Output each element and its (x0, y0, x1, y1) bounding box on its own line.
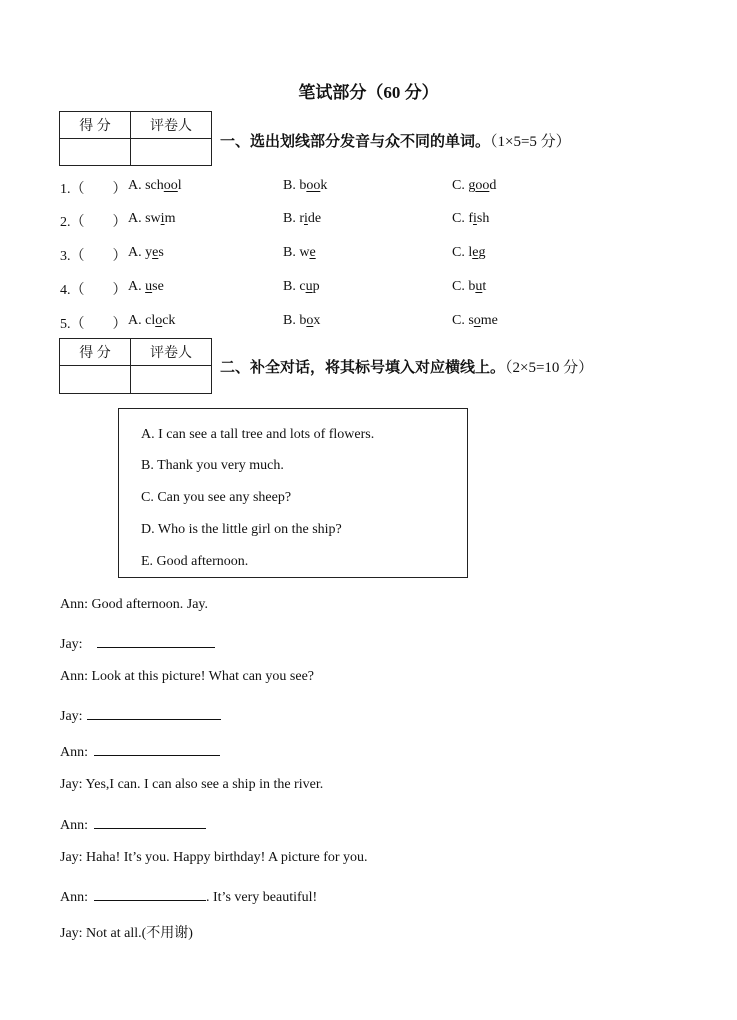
choice-b: B. ride (283, 211, 322, 226)
option-c: C. Can you see any sheep? (141, 490, 292, 505)
choice-b: B. box (283, 313, 321, 328)
dialogue-line-7: Ann: (60, 814, 206, 834)
answer-blank-4[interactable] (94, 814, 206, 829)
question-number: 5. (60, 317, 71, 332)
choice-a: A. school (128, 178, 182, 193)
underlined-letters: i (304, 211, 308, 226)
choice-c: C. but (452, 279, 487, 294)
dialogue-line-5: Ann: (60, 741, 220, 761)
underlined-letters: oo (306, 178, 321, 193)
option-e: E. Good afternoon. (141, 554, 249, 569)
dialogue-line-1: Ann: Good afternoon. Jay. (60, 597, 209, 612)
score-label: 得 分 (60, 339, 131, 366)
question-number: 2. (60, 215, 71, 230)
grader-label: 评卷人 (131, 112, 212, 139)
answer-blank-5[interactable] (94, 886, 206, 901)
underlined-letters: u (305, 279, 313, 294)
choice-b: B. cup (283, 279, 320, 294)
answer-blank-2[interactable] (87, 705, 221, 720)
underlined-letters: e (152, 245, 159, 260)
options-box (118, 408, 468, 578)
answer-paren-open: （ (70, 283, 85, 298)
choice-a: A. use (128, 279, 164, 294)
answer-paren-close: ） (112, 215, 127, 230)
question-number: 1. (60, 182, 71, 197)
question-number: 4. (60, 283, 71, 298)
score-label: 得 分 (60, 112, 131, 139)
section1-title: 一、选出划线部分发音与众不同的单词。 (220, 134, 491, 150)
grader-label: 评卷人 (131, 339, 212, 366)
score-table-1 (59, 111, 212, 166)
option-a: A. I can see a tall tree and lots of flowers. (141, 427, 375, 442)
grader-cell[interactable] (131, 366, 212, 394)
score-table-2 (59, 338, 212, 394)
underlined-letters: i (473, 211, 477, 226)
underlined-letters: i (160, 211, 165, 226)
answer-blank-1[interactable] (97, 633, 215, 648)
underlined-letters: u (145, 279, 153, 294)
grader-cell[interactable] (131, 139, 212, 166)
choice-a: A. yes (128, 245, 164, 260)
section1-points: （1×5=5 分） (490, 134, 571, 150)
dialogue-line-3: Ann: Look at this picture! What can you see? (60, 669, 314, 684)
dialogue-line-6: Jay: Yes,I can. I can also see a ship in the river. (60, 777, 324, 792)
option-d: D. Who is the little girl on the ship? (141, 522, 342, 537)
underlined-letters: e (472, 245, 479, 260)
underlined-letters: oo (475, 178, 490, 193)
choice-c: C. leg (452, 245, 486, 260)
answer-paren-open: （ (70, 317, 85, 332)
choice-b: B. we (283, 245, 316, 260)
answer-paren-close: ） (112, 283, 127, 298)
section2-title: 二、补全对话，将其标号填入对应横线上。 (220, 360, 506, 376)
section1-heading (220, 130, 571, 151)
dialogue-line-4: Jay: (60, 705, 221, 725)
answer-blank-3[interactable] (94, 741, 220, 756)
dialogue-line-9: Ann: . It’s very beautiful! (60, 886, 317, 906)
underlined-letters: o (473, 313, 481, 328)
answer-paren-close: ） (112, 317, 127, 332)
choice-b: B. book (283, 178, 328, 193)
choice-c: C. fish (452, 211, 490, 226)
section2-heading (220, 356, 593, 377)
dialogue-line-2: Jay: (60, 633, 215, 653)
question-number: 3. (60, 249, 71, 264)
choice-a: A. clock (128, 313, 176, 328)
answer-paren-open: （ (70, 249, 85, 264)
underlined-letters: o (155, 313, 163, 328)
answer-paren-open: （ (70, 182, 85, 197)
dialogue-line-10: Jay: Not at all.(不用谢) (60, 926, 193, 941)
underlined-letters: o (306, 313, 314, 328)
answer-paren-open: （ (70, 215, 85, 230)
choice-c: C. good (452, 178, 497, 193)
option-b: B. Thank you very much. (141, 458, 284, 473)
choice-a: A. swim (128, 211, 176, 226)
section2-points: （2×5=10 分） (505, 360, 594, 376)
dialogue-line-8: Jay: Haha! It’s you. Happy birthday! A picture for you. (60, 850, 368, 865)
underlined-letters: u (475, 279, 483, 294)
answer-paren-close: ） (112, 182, 127, 197)
choice-c: C. some (452, 313, 498, 328)
underlined-letters: oo (163, 178, 178, 193)
underlined-letters: e (309, 245, 316, 260)
score-cell[interactable] (60, 366, 131, 394)
score-cell[interactable] (60, 139, 131, 166)
page-title: 笔试部分（60 分） (298, 83, 439, 102)
answer-paren-close: ） (112, 249, 127, 264)
